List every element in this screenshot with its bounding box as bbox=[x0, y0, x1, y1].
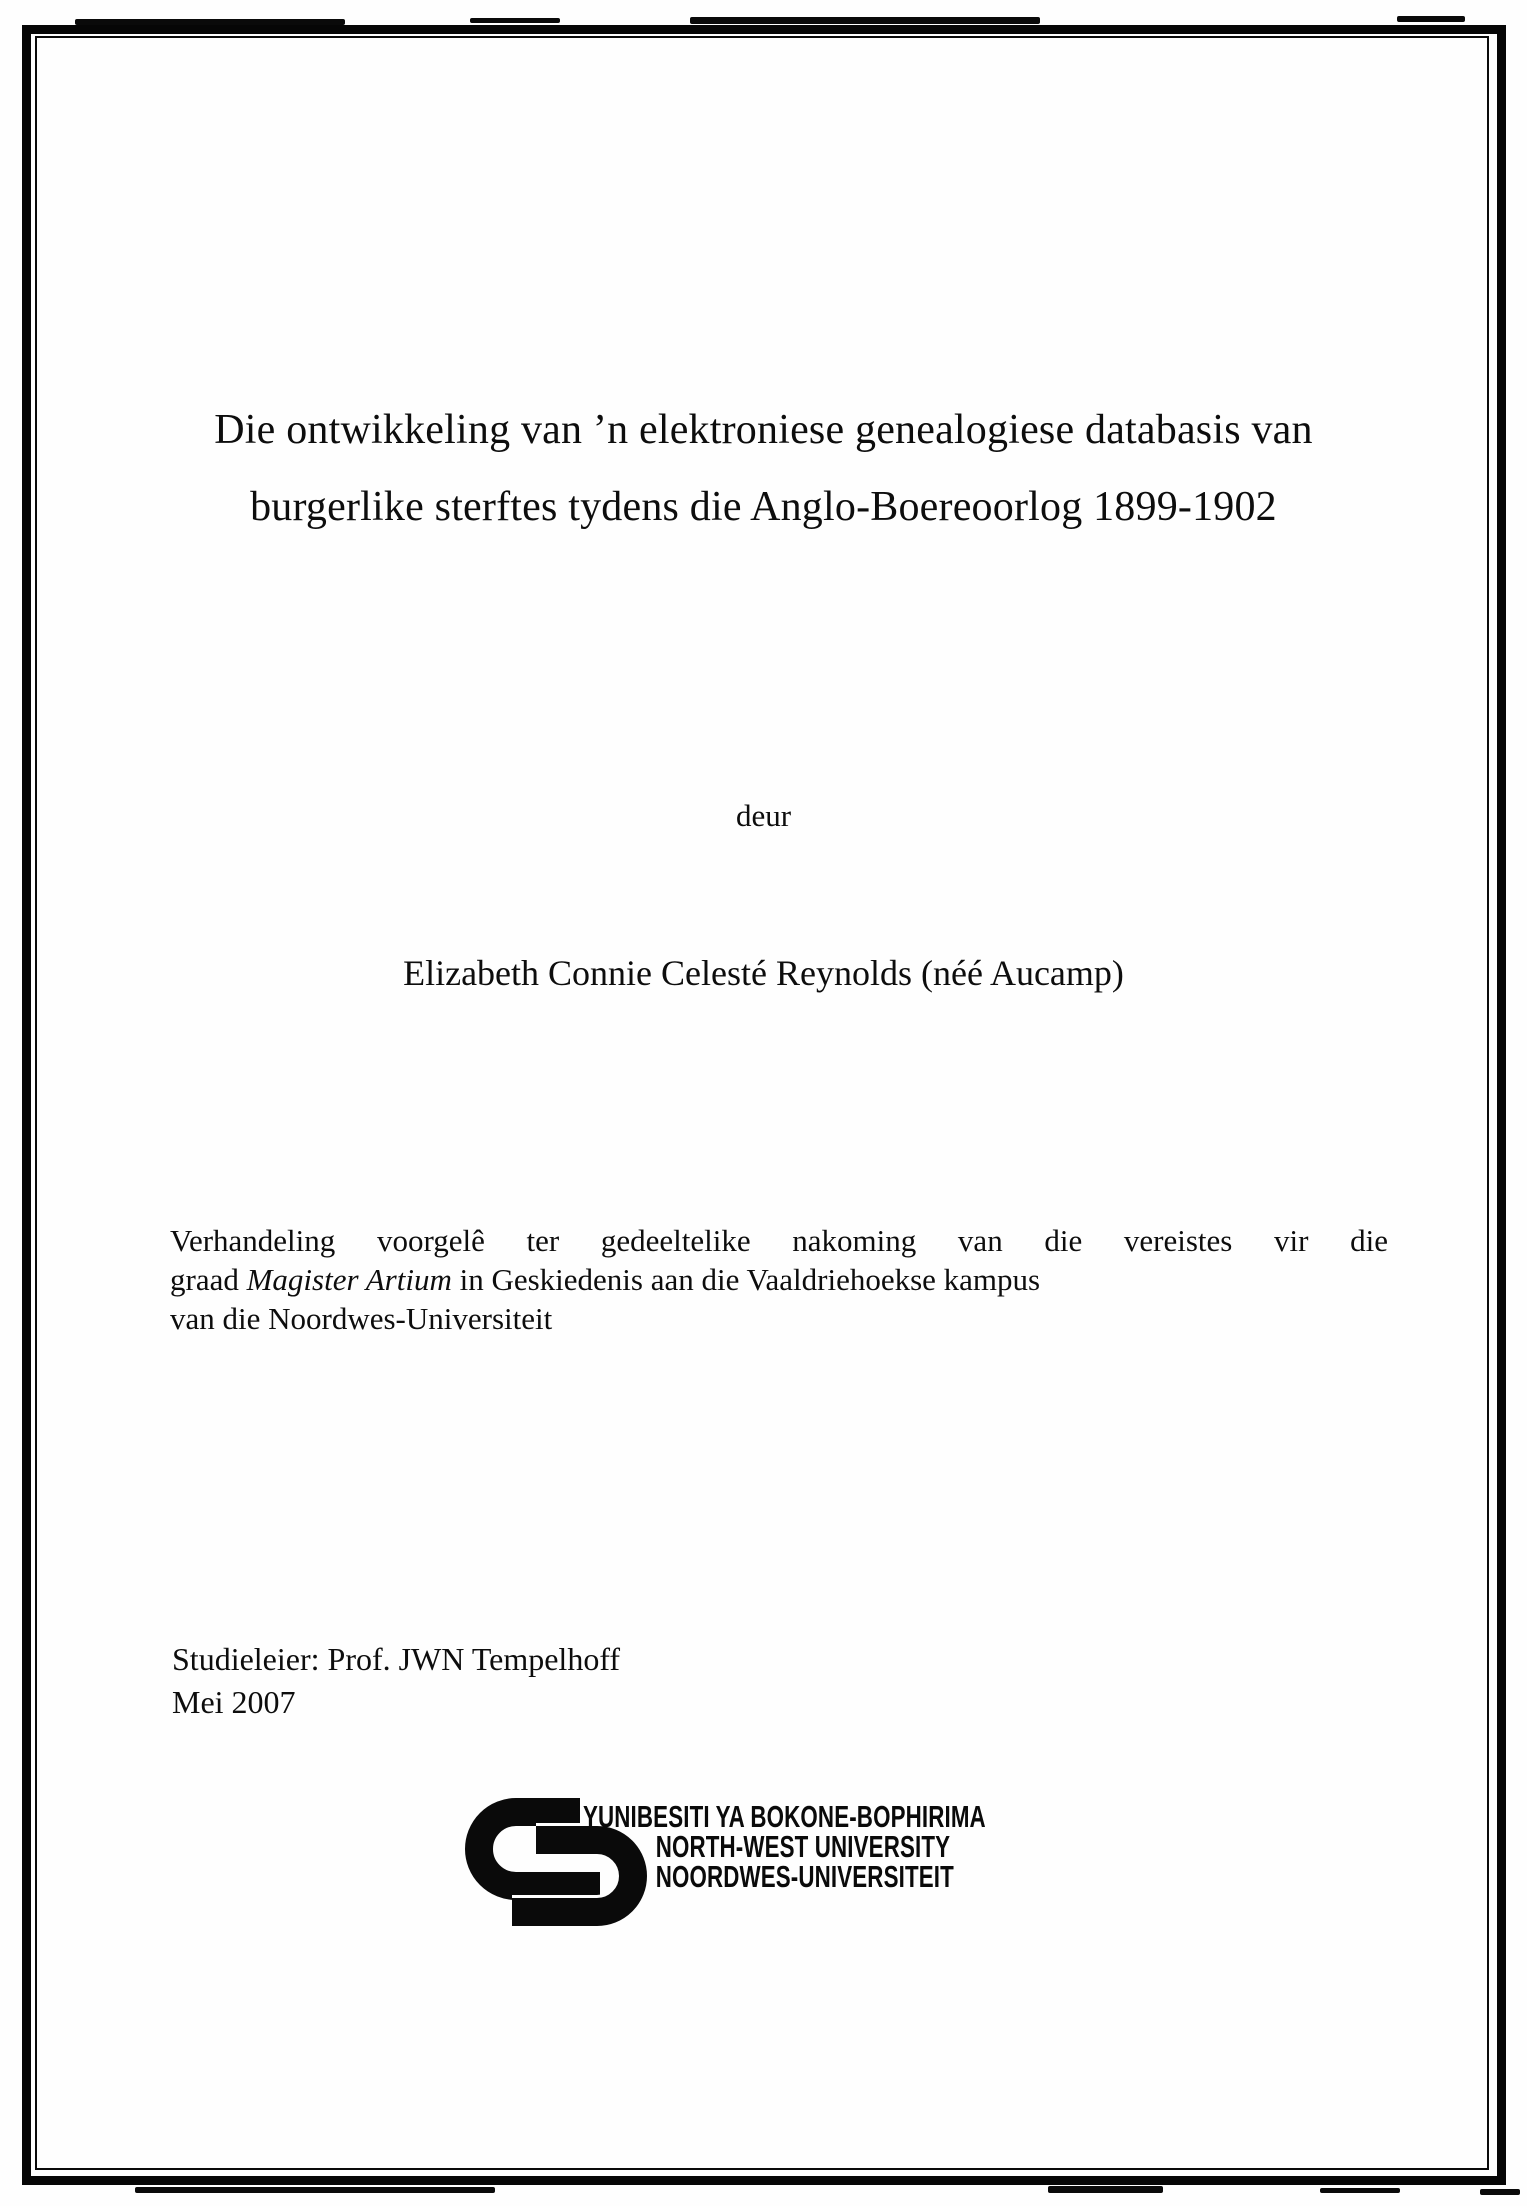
date-line: Mei 2007 bbox=[172, 1684, 296, 1720]
scan-artifact bbox=[690, 17, 1040, 24]
scan-artifact bbox=[1048, 2186, 1163, 2193]
degree-statement bbox=[170, 1221, 1388, 1338]
thesis-title-line-1: Die ontwikkeling van ’n elektroniese genealogiese databasis van bbox=[214, 407, 1313, 453]
supervisor-line: Studieleier: Prof. JWN Tempelhoff bbox=[172, 1641, 621, 1677]
scan-artifact bbox=[1397, 16, 1465, 22]
scan-artifact bbox=[1480, 2189, 1520, 2195]
logo-line-afrikaans: NOORDWES-UNIVERSITEIT bbox=[655, 1859, 954, 1894]
thesis-title-line-2: burgerlike sterftes tydens die Anglo-Boereoorlog 1899-1902 bbox=[250, 484, 1277, 530]
degree-statement-line2-suffix: in Geskiedenis aan die Vaaldriehoekse kampus bbox=[451, 1262, 1041, 1297]
supervisor-block bbox=[172, 1638, 620, 1724]
author-name: Elizabeth Connie Celesté Reynolds (néé Aucamp) bbox=[403, 953, 1124, 993]
scan-artifact bbox=[75, 19, 345, 25]
degree-title-italic: Magister Artium bbox=[246, 1262, 452, 1297]
scan-artifact bbox=[1320, 2188, 1400, 2193]
degree-statement-line-2 bbox=[170, 1260, 1388, 1299]
thesis-title bbox=[110, 392, 1417, 546]
university-logo bbox=[456, 1796, 1076, 1946]
degree-statement-line-1: Verhandeling voorgelê ter gedeeltelike nakoming van die vereistes vir die bbox=[170, 1223, 1388, 1258]
scan-artifact bbox=[470, 18, 560, 23]
logo-line-english: NORTH-WEST UNIVERSITY bbox=[655, 1829, 951, 1864]
logo-line-setswana: YUNIBESITI YA BOKONE-BOPHIRIMA bbox=[583, 1799, 986, 1834]
byline-label: deur bbox=[735, 798, 792, 833]
degree-statement-line2-prefix: graad bbox=[170, 1262, 247, 1297]
scan-artifact bbox=[135, 2187, 495, 2193]
university-logo-text bbox=[583, 1799, 986, 1894]
degree-statement-line-3: van die Noordwes-Universiteit bbox=[170, 1301, 553, 1336]
